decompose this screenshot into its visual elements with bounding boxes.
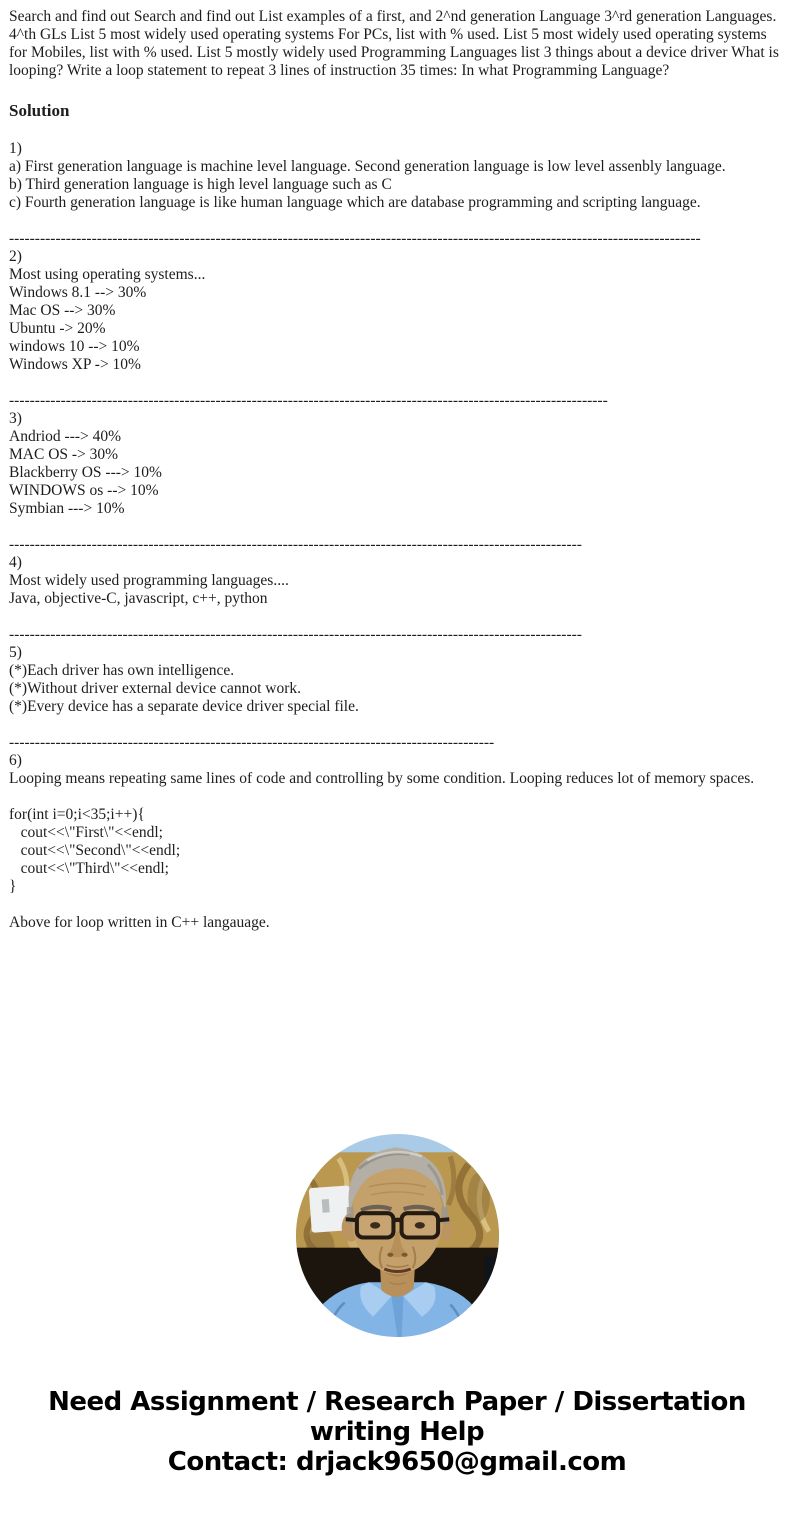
solution-line: Mac OS --> 30% xyxy=(9,302,116,319)
solution-line xyxy=(9,212,786,230)
solution-line: Windows 8.1 --> 30% xyxy=(9,284,147,301)
solution-line: cout<<\"Third\"<<endl; xyxy=(9,860,169,877)
footer-text-line: Need Assignment / Research Paper / Dissertation xyxy=(48,1387,746,1417)
footer-text-line: writing Help xyxy=(309,1417,485,1447)
solution-line: Windows XP -> 10% xyxy=(9,356,141,373)
solution-line: windows 10 --> 10% xyxy=(9,338,140,355)
solution-line xyxy=(9,608,786,626)
solution-line: Blackberry OS ---> 10% xyxy=(9,464,162,481)
solution-line: Most using operating systems... xyxy=(9,266,206,283)
solution-line: (*)Without driver external device cannot work. xyxy=(9,680,302,697)
question-paragraph: Search and find out Search and find out List examples of a first, and 2^nd generation Language 3^rd generation Languages. 4^th GLs List 5 most widely used operating systems For PCs, list with % used. List 5 most widely used operating systems for Mobiles, list with % used. List 5 mostly widely used Programming Languages list 3 things about a device driver What is looping? Write a loop statement to repeat 3 lines of instruction 35 times: In what Programming Language? xyxy=(9,8,779,79)
solution-line: MAC OS -> 30% xyxy=(9,446,119,463)
footer-banner xyxy=(0,1387,794,1477)
solution-line: --------------------------------------------------------------------------------------------------------------- xyxy=(9,626,582,643)
solution-heading: Solution xyxy=(9,101,70,120)
solution-line: ---------------------------------------------------------------------------------------------- xyxy=(9,734,495,751)
solution-line xyxy=(9,716,786,734)
solution-body xyxy=(9,140,786,932)
solution-line: cout<<\"First\"<<endl; xyxy=(9,824,163,841)
solution-line xyxy=(9,788,786,806)
solution-line: 5) xyxy=(9,644,22,661)
solution-line: 4) xyxy=(9,554,22,571)
solution-line: Java, objective-C, javascript, c++, python xyxy=(9,590,268,607)
solution-line: WINDOWS os --> 10% xyxy=(9,482,159,499)
solution-line: a) First generation language is machine level language. Second generation language is low level assenbly language. xyxy=(9,158,726,175)
solution-line: Above for loop written in C++ langauage. xyxy=(9,914,270,931)
solution-line: Looping means repeating same lines of code and controlling by some condition. Looping reduces lot of memory spaces. xyxy=(9,770,755,787)
solution-line: -------------------------------------------------------------------------------------------------------------------- xyxy=(9,392,608,409)
solution-line: Most widely used programming languages.... xyxy=(9,572,289,589)
solution-line xyxy=(9,518,786,536)
solution-line: } xyxy=(9,878,17,895)
solution-line xyxy=(9,374,786,392)
solution-line: --------------------------------------------------------------------------------------------------------------- xyxy=(9,536,582,553)
solution-line: 3) xyxy=(9,410,22,427)
solution-line: Symbian ---> 10% xyxy=(9,500,125,517)
solution-line: for(int i=0;i<35;i++){ xyxy=(9,806,145,823)
solution-line: -------------------------------------------------------------------------------------------------------------------------------------- xyxy=(9,230,701,247)
solution-line: (*)Every device has a separate device driver special file. xyxy=(9,698,359,715)
solution-line: c) Fourth generation language is like human language which are database programming and scripting language. xyxy=(9,194,701,211)
solution-line: 6) xyxy=(9,752,22,769)
solution-line xyxy=(9,896,786,914)
footer-text-line: Contact: drjack9650@gmail.com xyxy=(167,1447,627,1477)
solution-line: cout<<\"Second\"<<endl; xyxy=(9,842,181,859)
solution-line: 1) xyxy=(9,140,22,157)
solution-line: b) Third generation language is high level language such as C xyxy=(9,176,392,193)
solution-line: Ubuntu -> 20% xyxy=(9,320,106,337)
solution-line: 2) xyxy=(9,248,22,265)
profile-photo xyxy=(0,1134,794,1337)
person-photo-icon xyxy=(296,1134,499,1337)
solution-line: Andriod ---> 40% xyxy=(9,428,122,445)
solution-line: (*)Each driver has own intelligence. xyxy=(9,662,235,679)
